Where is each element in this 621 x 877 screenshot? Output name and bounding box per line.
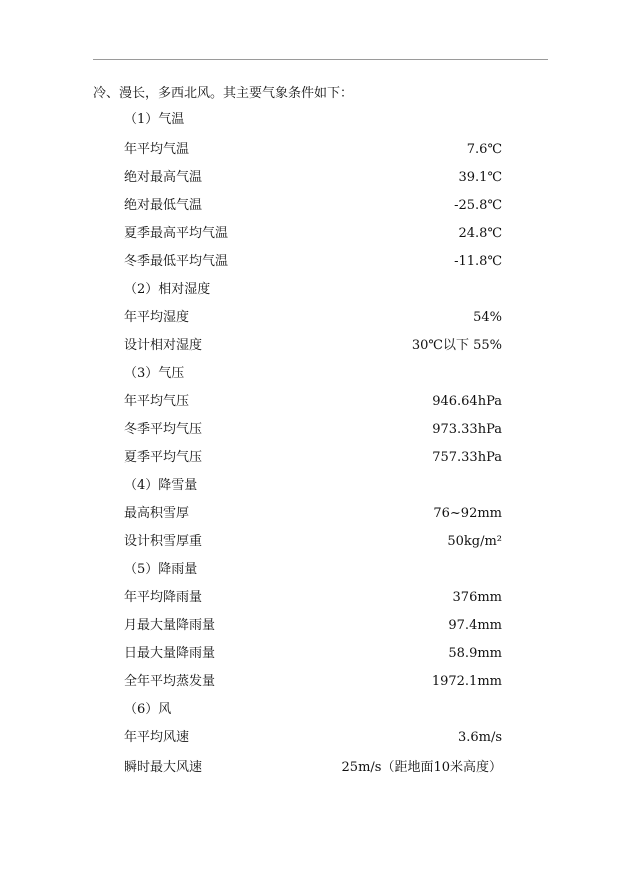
row-value-annual-avg-temp: 7.6℃	[466, 142, 502, 157]
row-label-annual-avg-wind: 年平均风速	[124, 730, 190, 745]
row-value-winter-avg-pressure: 973.33hPa	[432, 422, 502, 437]
section-title-humidity: （2）相对湿度	[124, 282, 211, 297]
row-label-abs-min-temp: 绝对最低气温	[124, 198, 203, 213]
intro-text: 冷、漫长，多西北风。其主要气象条件如下：	[93, 86, 354, 101]
row-label-annual-avg-temp: 年平均气温	[124, 142, 190, 157]
row-value-summer-avg-pressure: 757.33hPa	[432, 450, 502, 465]
row-value-max-snow-depth: 76~92mm	[433, 506, 502, 521]
row-label-annual-evaporation: 全年平均蒸发量	[124, 674, 216, 689]
section-title-temperature: （1）气温	[124, 112, 185, 127]
section-title-pressure: （3）气压	[124, 366, 185, 381]
row-value-monthly-max-rain: 97.4mm	[448, 618, 502, 633]
row-label-daily-max-rain: 日最大量降雨量	[124, 646, 216, 661]
row-value-annual-evaporation: 1972.1mm	[431, 674, 502, 689]
section-title-wind: （6）风	[124, 702, 172, 717]
row-label-annual-avg-rain: 年平均降雨量	[124, 590, 203, 605]
row-value-winter-min-avg-temp: -11.8℃	[454, 254, 502, 269]
row-label-winter-avg-pressure: 冬季平均气压	[124, 422, 203, 437]
row-label-winter-min-avg-temp: 冬季最低平均气温	[124, 254, 229, 269]
row-value-abs-min-temp: -25.8℃	[454, 198, 502, 213]
row-value-design-snow-load: 50kg/m²	[447, 534, 502, 549]
section-title-rain: （5）降雨量	[124, 562, 198, 577]
row-value-daily-max-rain: 58.9mm	[448, 646, 502, 661]
row-label-annual-avg-pressure: 年平均气压	[124, 394, 190, 409]
row-value-annual-avg-rain: 376mm	[452, 590, 502, 605]
row-label-design-snow-load: 设计积雪厚重	[124, 534, 203, 549]
row-value-max-gust: 25m/s（距地面10米高度）	[341, 760, 502, 775]
row-label-summer-max-avg-temp: 夏季最高平均气温	[124, 226, 229, 241]
row-label-max-gust: 瞬时最大风速	[124, 760, 203, 775]
row-value-design-humidity: 30℃以下 55%	[411, 338, 502, 353]
row-value-abs-max-temp: 39.1℃	[458, 170, 502, 185]
header-rule	[93, 59, 548, 60]
row-value-annual-avg-pressure: 946.64hPa	[432, 394, 502, 409]
row-label-summer-avg-pressure: 夏季平均气压	[124, 450, 203, 465]
row-label-monthly-max-rain: 月最大量降雨量	[124, 618, 216, 633]
section-title-snow: （4）降雪量	[124, 478, 198, 493]
row-value-annual-avg-wind: 3.6m/s	[457, 730, 502, 745]
row-value-annual-avg-humidity: 54%	[473, 310, 502, 325]
row-label-design-humidity: 设计相对湿度	[124, 338, 203, 353]
row-label-abs-max-temp: 绝对最高气温	[124, 170, 203, 185]
row-label-annual-avg-humidity: 年平均湿度	[124, 310, 190, 325]
row-label-max-snow-depth: 最高积雪厚	[124, 506, 190, 521]
row-value-summer-max-avg-temp: 24.8℃	[458, 226, 502, 241]
